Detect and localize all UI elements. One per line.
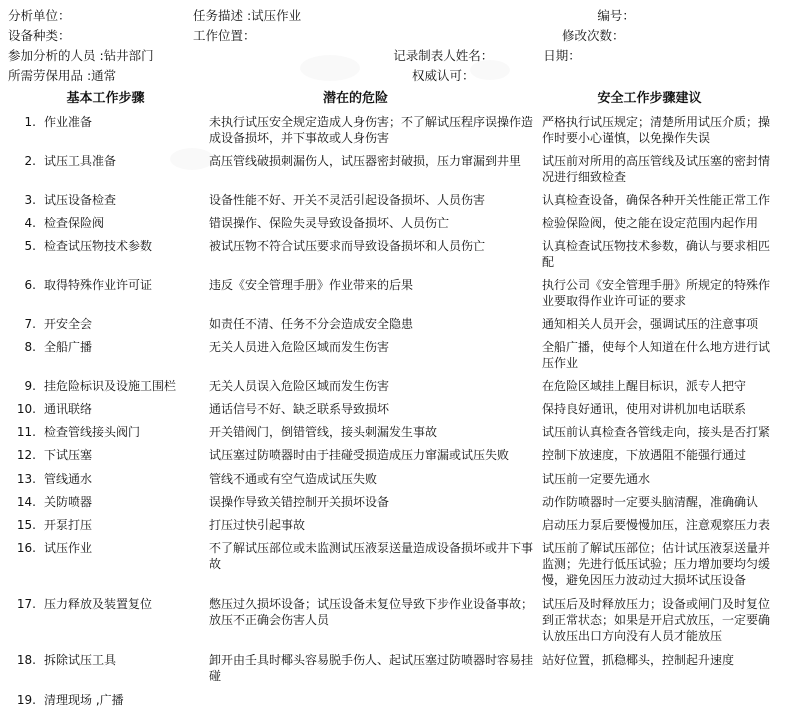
header-field-equipment-type: 设备种类： xyxy=(8,28,71,43)
header-field-participants: 参加分析的人员 :钻井部门 xyxy=(8,48,154,63)
row-advice: 在危险区域挂上醒目标识，派专人把守 xyxy=(542,379,747,393)
table-row xyxy=(8,649,781,689)
header-row xyxy=(8,6,781,26)
table-row xyxy=(8,150,781,189)
header-field-revision-count: 修改次数： xyxy=(562,28,625,43)
row-advice: 试压前认真检查各管线走向，接头是否打紧 xyxy=(542,425,771,439)
row-hazard: 无关人员误入危险区域而发生伤害 xyxy=(209,379,390,393)
table-row xyxy=(8,514,781,537)
header-field-blank-4 xyxy=(193,66,412,86)
column-header-step: 基本工作步骤 xyxy=(66,91,145,106)
row-advice: 试压前了解试压部位；估计试压液泵送量并监测；先进行低压试验；压力增加要均匀缓慢，避免因压力波动过大损坏试压设备 xyxy=(542,541,771,587)
row-hazard: 违反《安全管理手册》作业带来的后果 xyxy=(209,278,414,292)
row-hazard: 高压管线破损刺漏伤人，试压器密封破损，压力窜漏到井里 xyxy=(209,154,522,168)
header-field-blank-3 xyxy=(193,46,393,66)
row-hazard: 通话信号不好、缺乏联系导致损坏 xyxy=(209,402,390,416)
table-row xyxy=(8,313,781,336)
row-hazard: 管线不通或有空气造成试压失败 xyxy=(209,472,378,486)
row-number: 18. xyxy=(16,653,36,667)
row-hazard: 不了解试压部位或未监测试压液泵送量造成设备损坏或井下事故 xyxy=(209,541,534,571)
row-number: 3. xyxy=(24,193,36,207)
row-advice: 通知相关人员开会，强调试压的注意事项 xyxy=(542,317,759,331)
row-advice: 试压前对所用的高压管线及试压塞的密封情况进行细致检查 xyxy=(542,154,771,184)
row-step: 开安全会 xyxy=(44,317,93,331)
column-header-advice: 安全工作步骤建议 xyxy=(597,91,702,106)
table-row xyxy=(8,235,781,274)
row-step: 全船广播 xyxy=(44,340,93,354)
row-step: 试压作业 xyxy=(44,541,93,555)
table-row xyxy=(8,189,781,212)
row-hazard: 打压过快引起事故 xyxy=(209,518,306,532)
document-header xyxy=(8,6,781,86)
header-field-blank-2 xyxy=(412,26,562,46)
row-step: 关防喷器 xyxy=(44,495,93,509)
header-field-recorder-name: 记录制表人姓名： xyxy=(393,48,494,63)
row-hazard: 未执行试压安全规定造成人身伤害；不了解试压程序误操作造成设备损坏，并下事故或人身伤害 xyxy=(209,115,534,145)
row-step: 压力释放及装置复位 xyxy=(44,597,153,611)
table-row xyxy=(8,375,781,398)
header-row xyxy=(8,46,781,66)
row-hazard: 无关人员进入危险区域而发生伤害 xyxy=(209,340,390,354)
header-field-work-location: 工作位置： xyxy=(193,28,256,43)
header-field-analysis-unit: 分析单位： xyxy=(8,8,71,23)
row-number: 1. xyxy=(24,115,36,129)
row-number: 2. xyxy=(24,154,36,168)
header-row xyxy=(8,26,781,46)
header-field-number: 编号： xyxy=(597,8,635,23)
row-step: 清理现场 ,广播 xyxy=(44,693,124,707)
row-number: 8. xyxy=(24,340,36,354)
row-advice xyxy=(540,689,781,712)
row-number: 17. xyxy=(16,597,36,611)
row-step: 开泵打压 xyxy=(44,518,93,532)
row-step: 挂危险标识及设施工围栏 xyxy=(44,379,177,393)
row-hazard: 憋压过久损坏设备；试压设备未复位导致下步作业设备事故；放压不正确会伤害人员 xyxy=(209,597,534,627)
row-step: 取得特殊作业许可证 xyxy=(44,278,153,292)
row-advice: 站好位置，抓稳椰头，控制起升速度 xyxy=(542,653,735,667)
table-row xyxy=(8,212,781,235)
row-advice: 认真检查试压物技术参数，确认与要求相匹配 xyxy=(542,239,771,269)
table-row xyxy=(8,537,781,593)
row-step: 拆除试压工具 xyxy=(44,653,117,667)
row-step: 管线通水 xyxy=(44,472,93,486)
jsa-table xyxy=(8,111,781,712)
row-advice: 严格执行试压规定；清楚所用试压介质；操作时要小心谨慎，以免操作失误 xyxy=(542,115,771,145)
row-number: 7. xyxy=(24,317,36,331)
header-field-authorization: 权威认可： xyxy=(412,68,475,83)
row-number: 13. xyxy=(16,472,36,486)
row-number: 10. xyxy=(16,402,36,416)
row-number: 9. xyxy=(24,379,36,393)
row-step: 下试压塞 xyxy=(44,448,93,462)
row-advice: 试压后及时释放压力；设备或闸门及时复位到正常状态；如果是开启式放压，一定要确认放压出口方向没有人员才能放压 xyxy=(542,597,771,643)
table-row xyxy=(8,593,781,649)
row-hazard xyxy=(207,689,540,712)
row-number: 19. xyxy=(16,693,36,707)
row-hazard: 误操作导致关错控制开关损坏设备 xyxy=(209,495,390,509)
column-headers xyxy=(8,88,781,110)
table-row xyxy=(8,468,781,491)
row-step: 检查保险阀 xyxy=(44,216,105,230)
header-field-blank-5 xyxy=(562,66,781,86)
row-number: 16. xyxy=(16,541,36,555)
row-hazard: 卸开由壬具时椰头容易脱手伤人、起试压塞过防喷器时容易挂碰 xyxy=(209,653,534,683)
table-row xyxy=(8,274,781,313)
jsa-table-body xyxy=(8,111,781,712)
table-row xyxy=(8,689,781,712)
row-advice: 动作防喷器时一定要头脑清醒，准确确认 xyxy=(542,495,759,509)
table-row xyxy=(8,398,781,421)
row-number: 12. xyxy=(16,448,36,462)
table-row xyxy=(8,421,781,444)
header-field-blank-1 xyxy=(447,6,597,26)
row-hazard: 错误操作、保险失灵导致设备损坏、人员伤亡 xyxy=(209,216,450,230)
header-row xyxy=(8,66,781,86)
row-step: 通讯联络 xyxy=(44,402,93,416)
row-advice: 控制下放速度，下放遇阻不能强行通过 xyxy=(542,448,747,462)
column-header-hazard: 潜在的危险 xyxy=(322,91,388,106)
row-advice: 执行公司《安全管理手册》所规定的特殊作业要取得作业许可证的要求 xyxy=(542,278,771,308)
row-step: 试压工具准备 xyxy=(44,154,117,168)
row-step: 试压设备检查 xyxy=(44,193,117,207)
row-number: 11. xyxy=(16,425,36,439)
header-field-date: 日期： xyxy=(543,48,581,63)
row-hazard: 设备性能不好、开关不灵活引起设备损坏、人员伤害 xyxy=(209,193,486,207)
row-advice: 全船广播，使每个人知道在什么地方进行试压作业 xyxy=(542,340,771,370)
table-row xyxy=(8,444,781,468)
row-number: 14. xyxy=(16,495,36,509)
table-row xyxy=(8,491,781,514)
row-hazard: 被试压物不符合试压要求而导致设备损坏和人员伤亡 xyxy=(209,239,486,253)
row-advice: 保持良好通讯，使用对讲机加电话联系 xyxy=(542,402,747,416)
table-row xyxy=(8,111,781,150)
row-hazard: 试压塞过防喷器时由于挂碰受损造成压力窜漏或试压失败 xyxy=(209,448,510,462)
row-number: 4. xyxy=(24,216,36,230)
header-field-task-description: 任务描述 :试压作业 xyxy=(193,8,302,23)
row-advice: 认真检查设备，确保各种开关性能正常工作 xyxy=(542,193,771,207)
row-advice: 启动压力泵后要慢慢加压，注意观察压力表 xyxy=(542,518,771,532)
row-step: 检查管线接头阀门 xyxy=(44,425,141,439)
row-step: 检查试压物技术参数 xyxy=(44,239,153,253)
table-row xyxy=(8,336,781,375)
row-advice: 试压前一定要先通水 xyxy=(542,472,651,486)
row-step: 作业准备 xyxy=(44,115,93,129)
row-number: 6. xyxy=(24,278,36,292)
row-number: 15. xyxy=(16,518,36,532)
row-advice: 检验保险阀，使之能在设定范围内起作用 xyxy=(542,216,759,230)
row-hazard: 如责任不清、任务不分会造成安全隐患 xyxy=(209,317,414,331)
header-field-ppe: 所需劳保用品 :通常 xyxy=(8,68,117,83)
row-hazard: 开关错阀门，倒错管线，接头刺漏发生事故 xyxy=(209,425,438,439)
row-number: 5. xyxy=(24,239,36,253)
